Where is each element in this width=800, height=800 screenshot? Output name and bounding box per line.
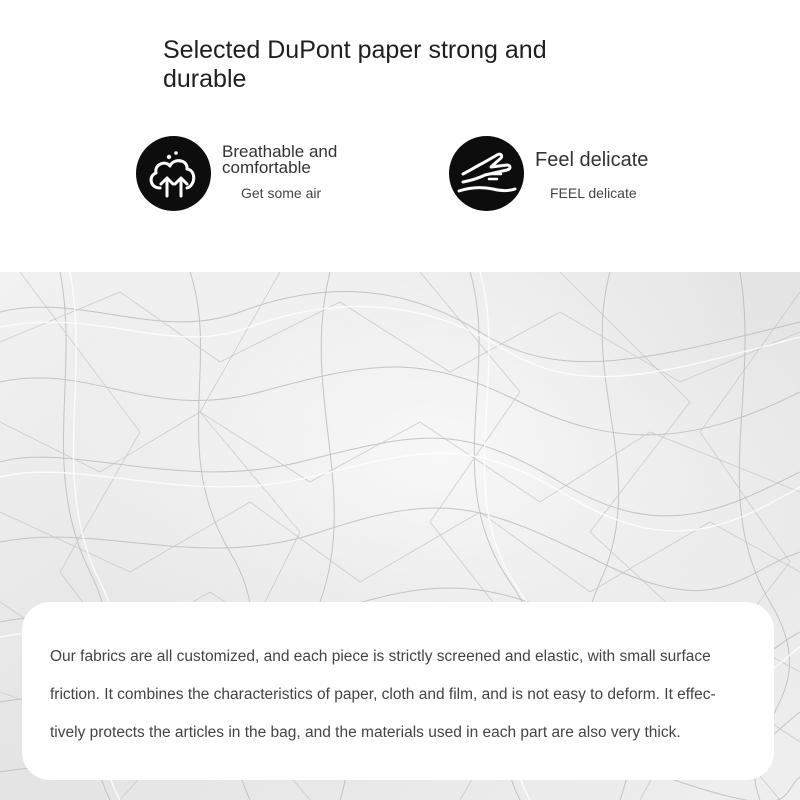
feature-subtitle: FEEL delicate bbox=[550, 185, 637, 201]
feature-title: Breathable and comfortable bbox=[222, 142, 338, 177]
description-card bbox=[22, 602, 774, 780]
breathable-cloud-arrows-icon bbox=[136, 136, 211, 211]
page-title: Selected DuPont paper strong and durable bbox=[163, 36, 547, 93]
feature-breathable bbox=[136, 136, 386, 212]
feature-subtitle: Get some air bbox=[241, 185, 322, 201]
hand-touch-icon bbox=[449, 136, 524, 211]
description-text: Our fabrics are all customized, and each piece is strictly screened and elastic, with small surface friction. It combines the characteristics of paper, cloth and film, and is not easy to deform. It effec-tively protects the articles in the bag, and the materials used in each part are also very thick. bbox=[50, 648, 716, 741]
feature-delicate bbox=[449, 136, 709, 212]
top-section bbox=[0, 0, 800, 272]
feature-title: Feel delicate bbox=[535, 149, 649, 171]
